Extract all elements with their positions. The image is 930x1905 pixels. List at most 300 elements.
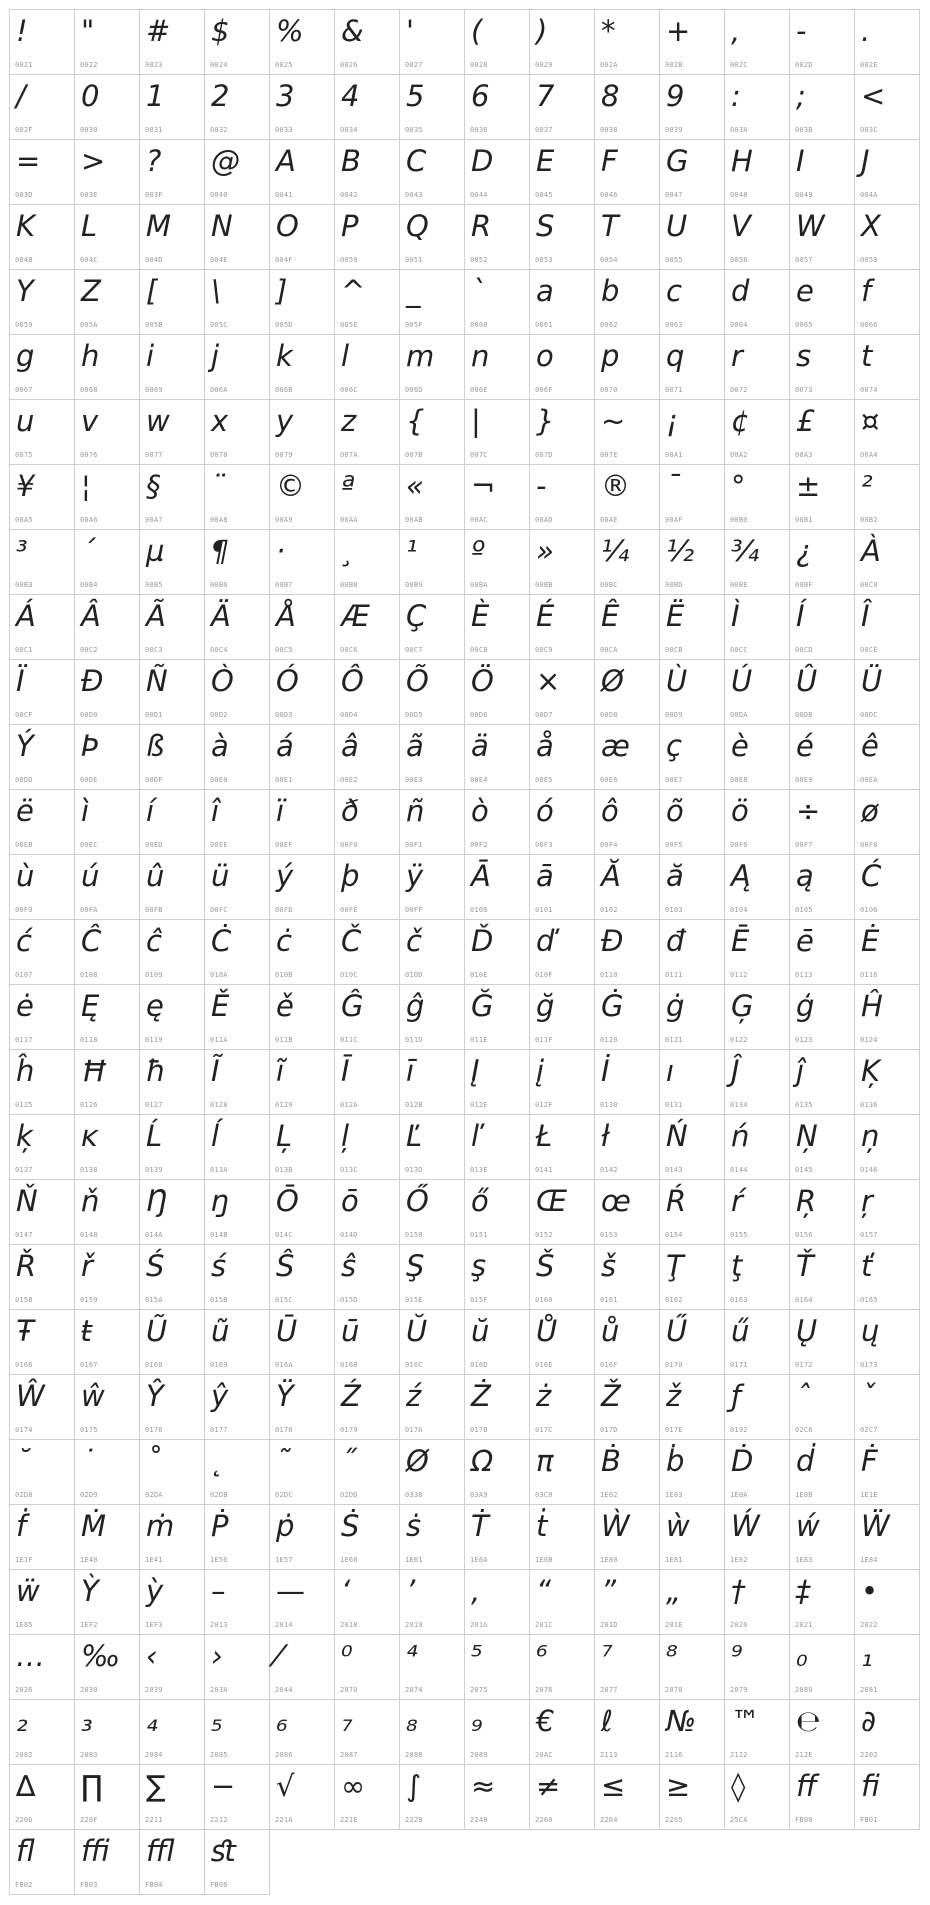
glyph-codepoint: 00BA <box>470 581 488 589</box>
glyph-codepoint: 0165 <box>860 1296 878 1304</box>
glyph-cell <box>725 75 790 140</box>
glyph-cell <box>270 335 335 400</box>
glyph-cell <box>75 1115 140 1180</box>
glyph-character: / <box>16 79 26 113</box>
glyph-cell <box>335 725 400 790</box>
glyph-character: ú <box>81 859 100 893</box>
glyph-cell <box>725 855 790 920</box>
glyph-character: * <box>601 14 616 48</box>
glyph-codepoint: 0122 <box>730 1036 748 1044</box>
glyph-codepoint: 00B9 <box>405 581 423 589</box>
glyph-cell <box>205 140 270 205</box>
glyph-cell <box>10 1375 75 1440</box>
glyph-cell <box>205 1050 270 1115</box>
glyph-codepoint: 00E4 <box>470 776 488 784</box>
glyph-cell <box>270 1050 335 1115</box>
glyph-character: Þ <box>81 729 99 763</box>
glyph-codepoint: 014A <box>145 1231 163 1239</box>
glyph-codepoint: 0173 <box>860 1361 878 1369</box>
glyph-codepoint: 013B <box>275 1166 293 1174</box>
glyph-cell <box>205 400 270 465</box>
glyph-cell <box>855 140 920 205</box>
glyph-codepoint: 005C <box>210 321 228 329</box>
glyph-cell <box>75 1245 140 1310</box>
glyph-cell <box>660 205 725 270</box>
glyph-cell <box>660 790 725 855</box>
glyph-codepoint: 2022 <box>860 1621 878 1629</box>
glyph-cell <box>400 1635 465 1700</box>
glyph-character: é <box>796 729 814 763</box>
glyph-cell <box>660 985 725 1050</box>
glyph-codepoint: 00A4 <box>860 451 878 459</box>
glyph-codepoint: 00FC <box>210 906 228 914</box>
glyph-character: - <box>536 469 547 503</box>
glyph-cell <box>660 1375 725 1440</box>
glyph-cell <box>75 855 140 920</box>
glyph-codepoint: 02DC <box>275 1491 293 1499</box>
glyph-cell <box>205 660 270 725</box>
glyph-character: Ç <box>406 599 427 633</box>
glyph-character: Ő <box>406 1184 429 1218</box>
glyph-character: § <box>146 469 161 503</box>
glyph-character: Ů <box>536 1314 558 1348</box>
glyph-character: ™ <box>731 1704 760 1738</box>
glyph-cell <box>465 400 530 465</box>
glyph-character: K <box>16 209 36 243</box>
glyph-cell <box>660 660 725 725</box>
glyph-character: ř <box>81 1249 93 1283</box>
glyph-codepoint: 0022 <box>80 61 98 69</box>
glyph-codepoint: 002F <box>15 126 33 134</box>
glyph-cell <box>790 335 855 400</box>
glyph-codepoint: 014D <box>340 1231 358 1239</box>
glyph-cell <box>270 595 335 660</box>
glyph-cell <box>270 1505 335 1570</box>
glyph-cell <box>790 1700 855 1765</box>
glyph-codepoint: 0045 <box>535 191 553 199</box>
glyph-cell <box>660 400 725 465</box>
glyph-codepoint: 0053 <box>535 256 553 264</box>
glyph-character: j <box>211 339 220 373</box>
glyph-codepoint: 00FA <box>80 906 98 914</box>
glyph-character: Õ <box>406 664 429 698</box>
glyph-codepoint: 00EE <box>210 841 228 849</box>
glyph-cell <box>400 10 465 75</box>
glyph-character: : <box>731 79 741 113</box>
glyph-codepoint: 2248 <box>470 1816 488 1824</box>
glyph-codepoint: 0164 <box>795 1296 813 1304</box>
glyph-character: ỳ <box>146 1574 164 1608</box>
glyph-character: ŧ <box>81 1314 93 1348</box>
glyph-character: ō <box>341 1184 359 1218</box>
glyph-cell <box>530 1635 595 1700</box>
glyph-cell <box>270 855 335 920</box>
glyph-character: x <box>211 404 229 438</box>
glyph-codepoint: 00A5 <box>15 516 33 524</box>
glyph-character: g <box>16 339 35 373</box>
glyph-cell <box>660 1440 725 1505</box>
glyph-cell <box>400 335 465 400</box>
glyph-cell <box>400 595 465 660</box>
glyph-cell <box>465 1635 530 1700</box>
glyph-cell <box>790 855 855 920</box>
glyph-codepoint: 0068 <box>80 386 98 394</box>
glyph-cell <box>10 1115 75 1180</box>
glyph-character: ė <box>16 989 34 1023</box>
glyph-cell <box>855 335 920 400</box>
glyph-cell <box>660 920 725 985</box>
glyph-cell <box>660 1180 725 1245</box>
glyph-cell <box>205 1635 270 1700</box>
glyph-cell <box>335 205 400 270</box>
glyph-codepoint: 010E <box>470 971 488 979</box>
glyph-cell <box>660 270 725 335</box>
glyph-cell <box>205 465 270 530</box>
glyph-codepoint: 0035 <box>405 126 423 134</box>
glyph-cell <box>10 595 75 660</box>
glyph-codepoint: 0049 <box>795 191 813 199</box>
glyph-character: – <box>211 1574 226 1608</box>
glyph-character: ) <box>536 14 548 48</box>
glyph-codepoint: 00D6 <box>470 711 488 719</box>
glyph-character: h <box>81 339 100 373</box>
glyph-codepoint: 00E6 <box>600 776 618 784</box>
glyph-cell <box>270 530 335 595</box>
glyph-codepoint: FB03 <box>80 1881 98 1889</box>
glyph-character: ß <box>146 729 165 763</box>
glyph-character: ∫ <box>406 1769 422 1803</box>
glyph-codepoint: 00D4 <box>340 711 358 719</box>
glyph-codepoint: 0048 <box>730 191 748 199</box>
glyph-cell <box>205 1505 270 1570</box>
glyph-codepoint: 0163 <box>730 1296 748 1304</box>
glyph-character: ṡ <box>406 1509 422 1543</box>
glyph-cell <box>855 1050 920 1115</box>
glyph-cell <box>595 790 660 855</box>
glyph-cell <box>400 75 465 140</box>
glyph-codepoint: 0175 <box>80 1426 98 1434</box>
glyph-codepoint: 0058 <box>860 256 878 264</box>
glyph-cell <box>270 465 335 530</box>
glyph-cell <box>10 270 75 335</box>
glyph-cell <box>725 725 790 790</box>
glyph-codepoint: 2019 <box>405 1621 423 1629</box>
glyph-codepoint: 0178 <box>275 1426 293 1434</box>
glyph-cell <box>270 1440 335 1505</box>
glyph-character: ĵ <box>796 1054 805 1088</box>
glyph-cell <box>855 530 920 595</box>
glyph-cell <box>270 205 335 270</box>
glyph-cell <box>595 75 660 140</box>
glyph-codepoint: 00EB <box>15 841 33 849</box>
glyph-character: ˛ <box>211 1444 226 1478</box>
glyph-character: ū <box>341 1314 360 1348</box>
glyph-character: Ŭ <box>406 1314 428 1348</box>
glyph-cell <box>75 1050 140 1115</box>
glyph-codepoint: 0148 <box>80 1231 98 1239</box>
glyph-cell <box>205 75 270 140</box>
glyph-codepoint: 00D7 <box>535 711 553 719</box>
glyph-character: Ű <box>666 1314 688 1348</box>
glyph-character: V <box>731 209 751 243</box>
glyph-codepoint: 016D <box>470 1361 488 1369</box>
glyph-cell <box>725 595 790 660</box>
glyph-character: ą <box>796 859 814 893</box>
glyph-codepoint: 0117 <box>15 1036 33 1044</box>
glyph-codepoint: 03C0 <box>535 1491 553 1499</box>
glyph-character: Ŵ <box>16 1379 45 1413</box>
glyph-codepoint: 0108 <box>80 971 98 979</box>
glyph-cell <box>530 400 595 465</box>
glyph-codepoint: 0135 <box>795 1101 813 1109</box>
glyph-codepoint: 00DA <box>730 711 748 719</box>
glyph-character: · <box>276 534 286 568</box>
glyph-cell <box>660 140 725 205</box>
glyph-codepoint: 00D2 <box>210 711 228 719</box>
glyph-codepoint: 1E1E <box>860 1491 878 1499</box>
glyph-cell <box>335 1700 400 1765</box>
glyph-codepoint: 00F1 <box>405 841 423 849</box>
glyph-codepoint: 0066 <box>860 321 878 329</box>
glyph-cell <box>660 595 725 660</box>
glyph-codepoint: 00CC <box>730 646 748 654</box>
glyph-character: ∂ <box>861 1704 876 1738</box>
glyph-character: Đ <box>601 924 624 958</box>
glyph-codepoint: 0050 <box>340 256 358 264</box>
glyph-cell <box>465 1050 530 1115</box>
glyph-cell <box>140 985 205 1050</box>
glyph-cell <box>205 1375 270 1440</box>
glyph-codepoint: 0070 <box>600 386 618 394</box>
glyph-cell <box>10 1180 75 1245</box>
glyph-codepoint: 00FF <box>405 906 423 914</box>
glyph-character: Ŧ <box>16 1314 34 1348</box>
glyph-cell <box>75 530 140 595</box>
glyph-character: Ă <box>601 859 621 893</box>
glyph-character: ₇ <box>341 1704 353 1738</box>
glyph-codepoint: 1E6A <box>470 1556 488 1564</box>
glyph-codepoint: 00C7 <box>405 646 423 654</box>
glyph-character: ų <box>861 1314 880 1348</box>
glyph-codepoint: 0033 <box>275 126 293 134</box>
glyph-codepoint: 00A8 <box>210 516 228 524</box>
glyph-codepoint: 006A <box>210 386 228 394</box>
glyph-cell <box>855 1375 920 1440</box>
glyph-character: ˆ <box>796 1379 811 1413</box>
glyph-cell <box>530 920 595 985</box>
glyph-codepoint: 0104 <box>730 906 748 914</box>
glyph-codepoint: 0042 <box>340 191 358 199</box>
glyph-cell <box>205 1765 270 1830</box>
glyph-character: Ø <box>406 1444 429 1478</box>
glyph-cell <box>205 855 270 920</box>
glyph-character: Ü <box>861 664 883 698</box>
glyph-cell <box>75 790 140 855</box>
glyph-character: … <box>16 1639 45 1673</box>
glyph-character: \ <box>211 274 221 308</box>
glyph-codepoint: 0077 <box>145 451 163 459</box>
glyph-codepoint: 221A <box>275 1816 293 1824</box>
glyph-cell <box>595 1765 660 1830</box>
glyph-character: Ŕ <box>666 1184 687 1218</box>
glyph-codepoint: 2264 <box>600 1816 618 1824</box>
glyph-character: № <box>666 1704 697 1738</box>
glyph-character: ï <box>276 794 285 828</box>
glyph-character: ® <box>601 469 630 503</box>
glyph-character: Œ <box>536 1184 568 1218</box>
glyph-cell <box>725 1440 790 1505</box>
glyph-character: G <box>666 144 689 178</box>
glyph-codepoint: 220F <box>80 1816 98 1824</box>
glyph-codepoint: 002A <box>600 61 618 69</box>
glyph-character: ¼ <box>601 534 630 568</box>
glyph-cell <box>335 1375 400 1440</box>
glyph-character: $ <box>211 14 230 48</box>
glyph-codepoint: 0161 <box>600 1296 618 1304</box>
glyph-character: ∏ <box>81 1769 103 1803</box>
glyph-cell <box>595 400 660 465</box>
glyph-codepoint: 1E83 <box>795 1556 813 1564</box>
glyph-codepoint: 0142 <box>600 1166 618 1174</box>
glyph-cell <box>465 530 530 595</box>
glyph-character: , <box>731 14 741 48</box>
glyph-cell <box>335 1115 400 1180</box>
glyph-character: ² <box>861 469 873 503</box>
glyph-character: Ţ <box>666 1249 684 1283</box>
glyph-codepoint: 1E57 <box>275 1556 293 1564</box>
glyph-character: . <box>861 14 871 48</box>
glyph-character: 6 <box>471 79 490 113</box>
glyph-codepoint: 015F <box>470 1296 488 1304</box>
glyph-codepoint: 00CE <box>860 646 878 654</box>
glyph-cell <box>465 660 530 725</box>
glyph-character: • <box>861 1574 879 1608</box>
glyph-character: “ <box>536 1574 552 1608</box>
glyph-cell <box>75 1765 140 1830</box>
glyph-character: Ę <box>81 989 100 1023</box>
glyph-codepoint: FB00 <box>795 1816 813 1824</box>
glyph-character: ġ <box>666 989 685 1023</box>
glyph-cell <box>270 400 335 465</box>
glyph-character: ¦ <box>81 469 91 503</box>
glyph-codepoint: 00DB <box>795 711 813 719</box>
glyph-cell <box>790 1765 855 1830</box>
glyph-character: N <box>211 209 233 243</box>
glyph-codepoint: 00AE <box>600 516 618 524</box>
glyph-cell <box>595 920 660 985</box>
glyph-cell <box>530 595 595 660</box>
glyph-character: ‘ <box>341 1574 351 1608</box>
glyph-cell <box>855 270 920 335</box>
glyph-character: B <box>341 144 361 178</box>
glyph-cell <box>75 920 140 985</box>
glyph-codepoint: 201E <box>665 1621 683 1629</box>
glyph-codepoint: 2086 <box>275 1751 293 1759</box>
glyph-character: A <box>276 144 296 178</box>
glyph-codepoint: 00E3 <box>405 776 423 784</box>
glyph-codepoint: 0059 <box>15 321 33 329</box>
glyph-codepoint: 0037 <box>535 126 553 134</box>
glyph-codepoint: 00B1 <box>795 516 813 524</box>
glyph-cell <box>725 1180 790 1245</box>
glyph-cell <box>270 920 335 985</box>
glyph-cell <box>790 1570 855 1635</box>
glyph-character: Ą <box>731 859 751 893</box>
glyph-codepoint: 0171 <box>730 1361 748 1369</box>
glyph-character: 1 <box>146 79 165 113</box>
glyph-character: ℓ <box>601 1704 613 1738</box>
glyph-codepoint: 007C <box>470 451 488 459</box>
glyph-character: D <box>471 144 494 178</box>
glyph-codepoint: 005B <box>145 321 163 329</box>
glyph-codepoint: 02D8 <box>15 1491 33 1499</box>
glyph-cell <box>10 10 75 75</box>
glyph-character: ◊ <box>731 1769 746 1803</box>
glyph-character: ŝ <box>341 1249 357 1283</box>
glyph-cell <box>10 855 75 920</box>
glyph-cell <box>530 1310 595 1375</box>
glyph-cell <box>140 790 205 855</box>
glyph-codepoint: 2212 <box>210 1816 228 1824</box>
glyph-codepoint: 003F <box>145 191 163 199</box>
glyph-cell <box>595 1440 660 1505</box>
glyph-character: ă <box>666 859 684 893</box>
glyph-character: Ź <box>341 1379 361 1413</box>
glyph-cell <box>400 725 465 790</box>
glyph-codepoint: 00BC <box>600 581 618 589</box>
glyph-codepoint: 010B <box>275 971 293 979</box>
glyph-codepoint: 006F <box>535 386 553 394</box>
glyph-codepoint: 2026 <box>15 1686 33 1694</box>
glyph-cell <box>400 1375 465 1440</box>
glyph-character: ģ <box>796 989 815 1023</box>
glyph-character: t <box>861 339 873 373</box>
glyph-character: ¥ <box>16 469 35 503</box>
glyph-character: ẅ <box>16 1574 40 1608</box>
glyph-cell <box>205 205 270 270</box>
glyph-character: ﬄ <box>146 1834 175 1868</box>
glyph-codepoint: 00B8 <box>340 581 358 589</box>
glyph-character: ƒ <box>731 1379 742 1413</box>
glyph-cell <box>75 1830 140 1895</box>
glyph-character: ø <box>861 794 879 828</box>
glyph-cell <box>465 1700 530 1765</box>
glyph-cell <box>725 1635 790 1700</box>
glyph-codepoint: 004A <box>860 191 878 199</box>
glyph-cell <box>725 1700 790 1765</box>
glyph-codepoint: FB04 <box>145 1881 163 1889</box>
glyph-character: ] <box>276 274 288 308</box>
glyph-codepoint: 0126 <box>80 1101 98 1109</box>
glyph-character: ÷ <box>796 794 821 828</box>
glyph-cell <box>270 270 335 335</box>
glyph-character: „ <box>666 1574 682 1608</box>
glyph-character: Ĺ <box>146 1119 163 1153</box>
glyph-character: ﬃ <box>81 1834 110 1868</box>
glyph-codepoint: 016C <box>405 1361 423 1369</box>
glyph-character: % <box>276 14 304 48</box>
glyph-character: æ <box>601 729 630 763</box>
glyph-character: ö <box>731 794 749 828</box>
glyph-codepoint: 015E <box>405 1296 423 1304</box>
glyph-character: Ω <box>471 1444 494 1478</box>
glyph-character: ₀ <box>796 1639 808 1673</box>
glyph-codepoint: 0038 <box>600 126 618 134</box>
glyph-codepoint: 1E80 <box>600 1556 618 1564</box>
glyph-character: 8 <box>601 79 620 113</box>
glyph-character: Ķ <box>861 1054 881 1088</box>
glyph-cell <box>270 725 335 790</box>
